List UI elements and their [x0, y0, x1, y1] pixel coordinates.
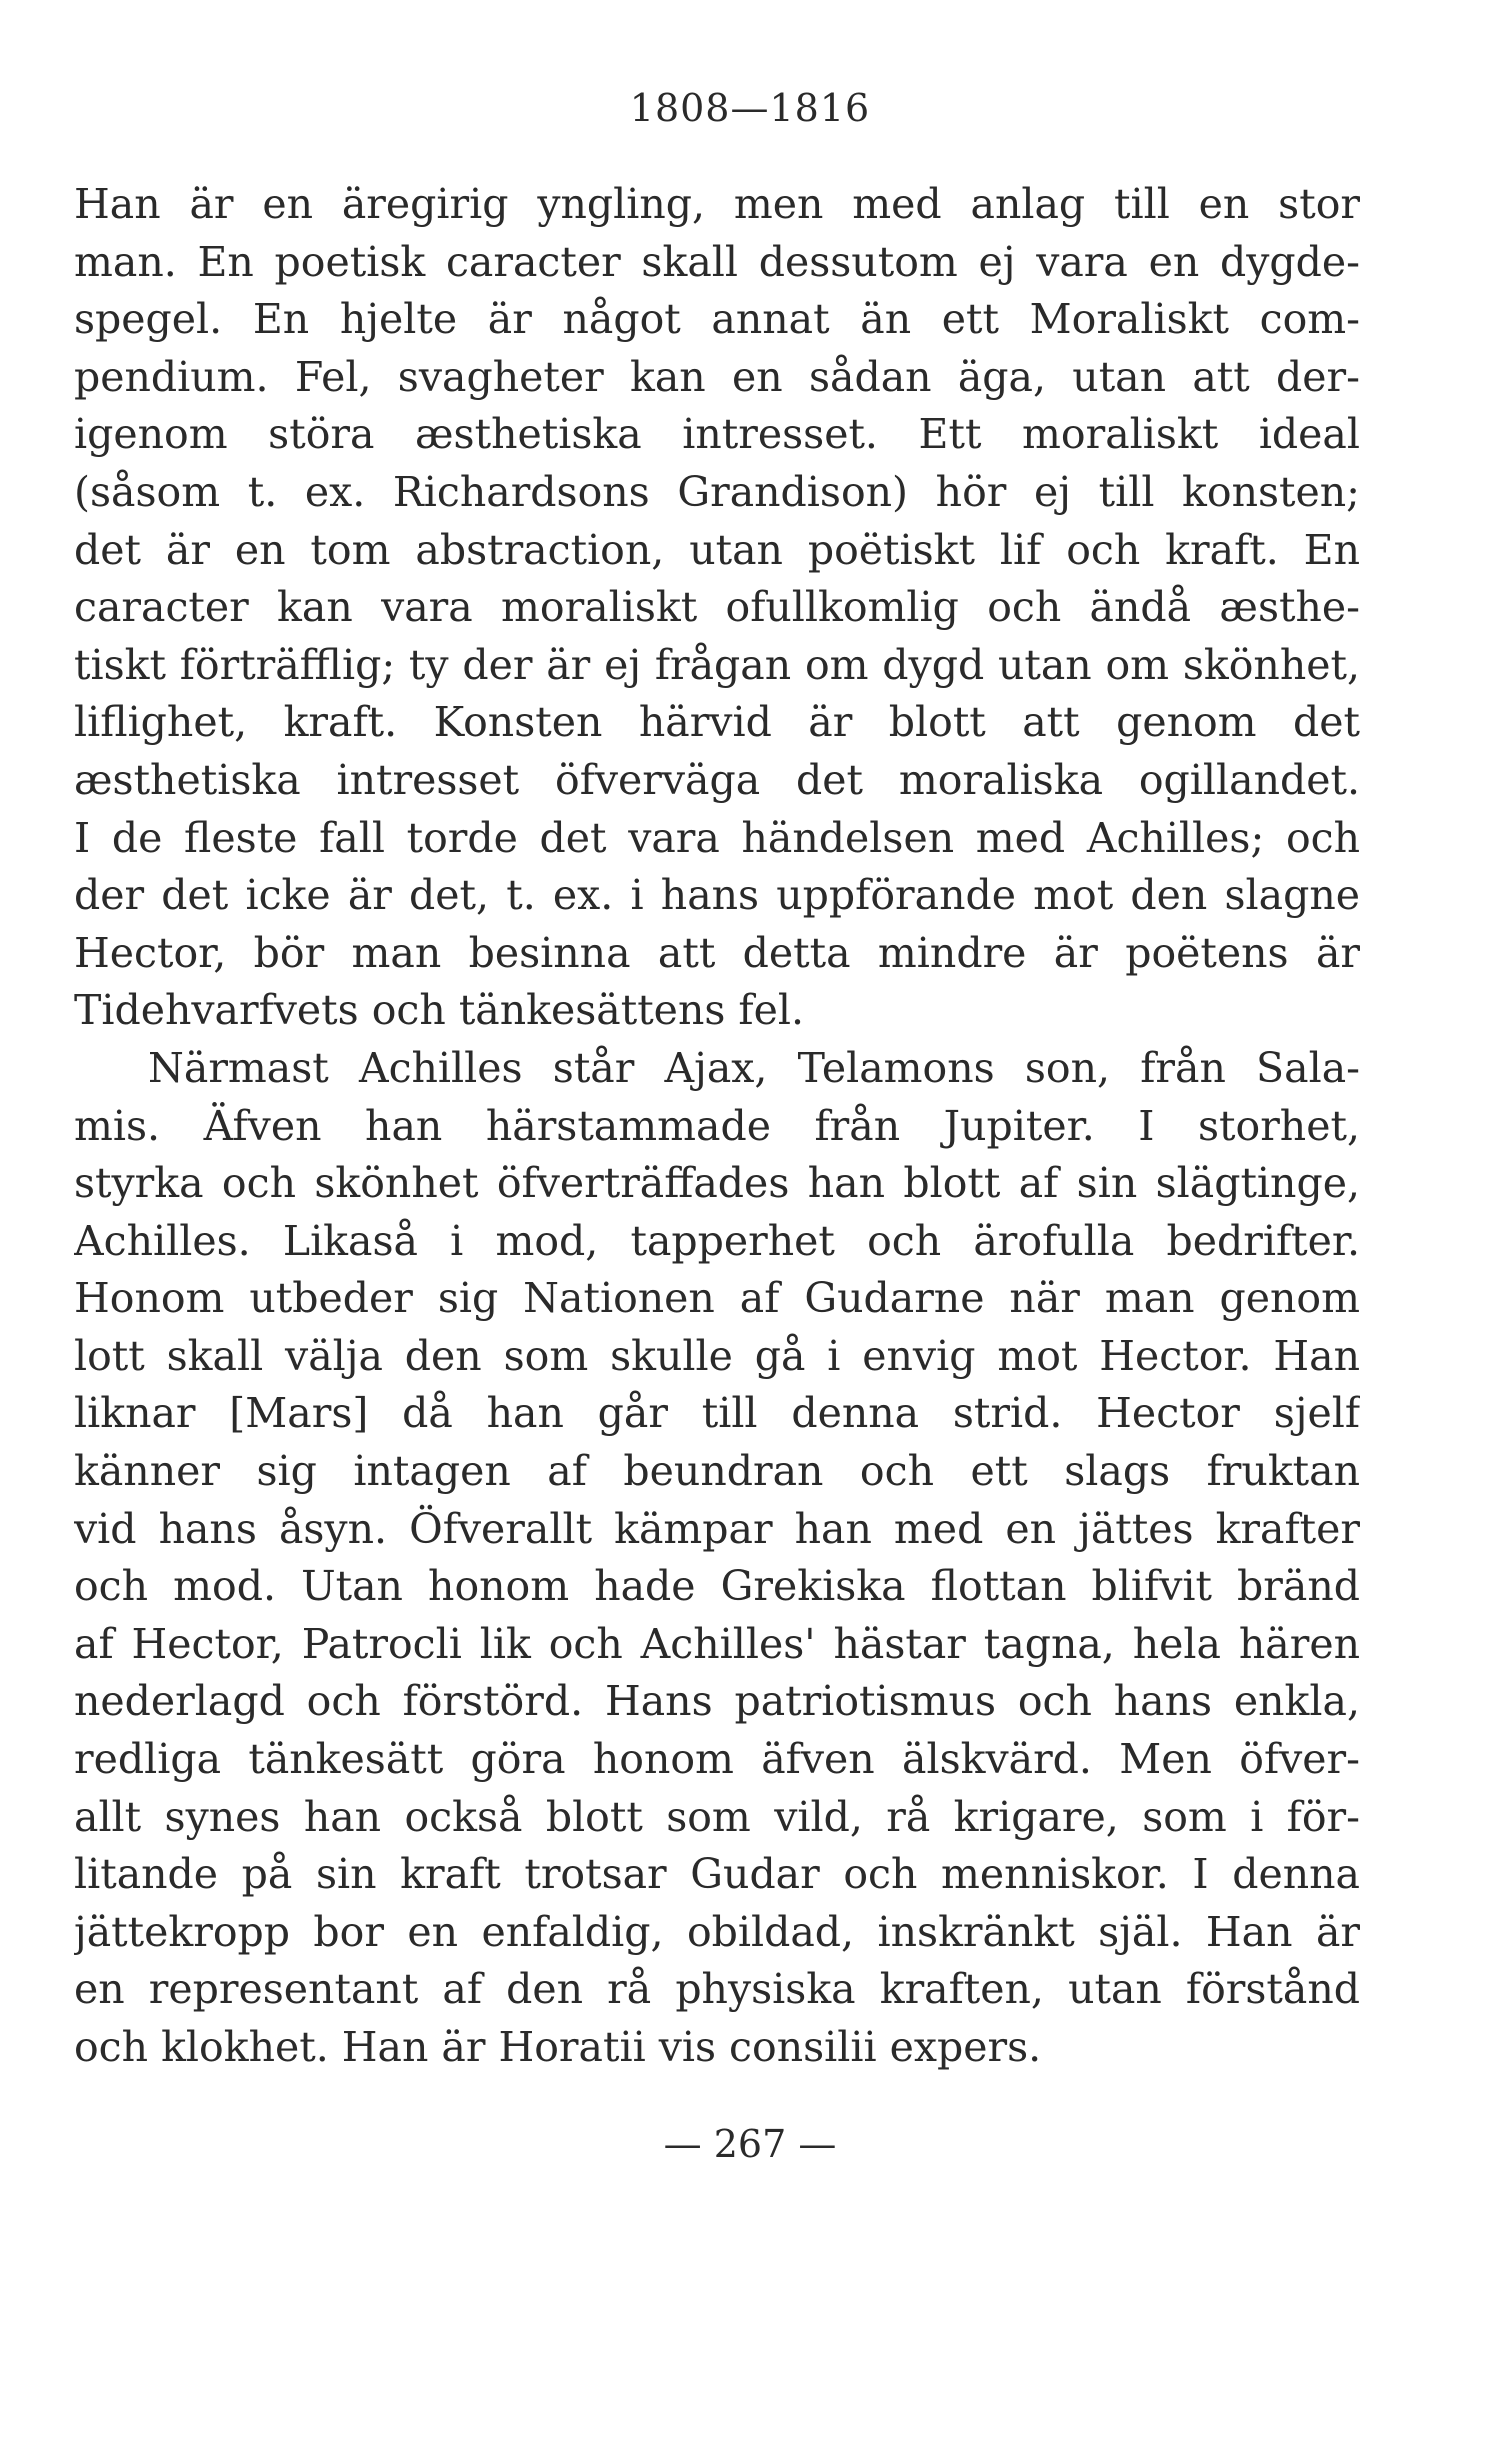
- text-line: man. En poetisk caracter skall dessutom ej vara en dygde-: [74, 237, 1360, 286]
- text-line: redliga tänkesätt göra honom äfven älskvärd. Men öfver-: [74, 1735, 1360, 1784]
- text-line: af Hector, Patrocli lik och Achilles' hästar tagna, hela hären: [74, 1619, 1360, 1668]
- paragraph: [74, 176, 1360, 1040]
- text-line: och mod. Utan honom hade Grekiska flottan blifvit bränd: [74, 1562, 1360, 1611]
- text-line: liknar [Mars] då han går till denna strid. Hector sjelf: [74, 1389, 1360, 1438]
- running-head: 1808—1816: [629, 86, 871, 130]
- text-line: det är en tom abstraction, utan poëtiskt lif och kraft. En: [74, 525, 1360, 574]
- text-line: der det icke är det, t. ex. i hans uppförande mot den slagne: [74, 871, 1360, 920]
- text-line: Närmast Achilles står Ajax, Telamons son, från Sala-: [148, 1043, 1360, 1092]
- text-line: nederlagd och förstörd. Hans patriotismus och hans enkla,: [74, 1677, 1360, 1726]
- text-line: igenom störa æsthetiska intresset. Ett moraliskt ideal: [74, 410, 1360, 459]
- text-line: Honom utbeder sig Nationen af Gudarne när man genom: [74, 1274, 1360, 1323]
- text-line: tiskt förträfflig; ty der är ej frågan om dygd utan om skönhet,: [74, 640, 1360, 689]
- paragraph: [74, 1040, 1360, 2077]
- text-line: jättekropp bor en enfaldig, obildad, inskränkt själ. Han är: [74, 1907, 1360, 1956]
- text-line: Achilles. Likaså i mod, tapperhet och ärofulla bedrifter.: [74, 1216, 1360, 1265]
- text-line: I de fleste fall torde det vara händelsen med Achilles; och: [74, 813, 1360, 862]
- text-line: Han är en äregirig yngling, men med anlag till en stor: [74, 180, 1360, 228]
- text-line: Hector, bör man besinna att detta mindre är poëtens är: [74, 928, 1360, 977]
- text-line: känner sig intagen af beundran och ett slags fruktan: [74, 1447, 1360, 1496]
- text-line: litande på sin kraft trotsar Gudar och menniskor. I denna: [74, 1850, 1360, 1899]
- body-text: [74, 176, 1360, 2077]
- page-number: — 267 —: [663, 2122, 837, 2166]
- text-line: och klokhet. Han är Horatii vis consilii expers.: [74, 2023, 1042, 2071]
- text-line: pendium. Fel, svagheter kan en sådan äga, utan att der-: [74, 352, 1360, 401]
- text-line: spegel. En hjelte är något annat än ett Moraliskt com-: [74, 295, 1360, 344]
- text-line: Tidehvarfvets och tänkesättens fel.: [74, 986, 805, 1035]
- text-line: styrka och skönhet öfverträffades han blott af sin slägtinge,: [74, 1159, 1360, 1208]
- text-line: lott skall välja den som skulle gå i envig mot Hector. Han: [74, 1331, 1360, 1380]
- text-line: (såsom t. ex. Richardsons Grandison) hör ej till konsten;: [74, 467, 1360, 516]
- text-line: allt synes han också blott som vild, rå krigare, som i för-: [74, 1792, 1360, 1841]
- text-line: mis. Äfven han härstammade från Jupiter. I storhet,: [74, 1101, 1360, 1150]
- text-line: caracter kan vara moraliskt ofullkomlig och ändå æsthe-: [74, 583, 1360, 632]
- text-line: vid hans åsyn. Öfverallt kämpar han med en jättes krafter: [74, 1504, 1360, 1553]
- text-line: æsthetiska intresset öfverväga det moraliska ogillandet.: [74, 755, 1360, 804]
- text-line: liflighet, kraft. Konsten härvid är blott att genom det: [74, 698, 1360, 747]
- text-line: en representant af den rå physiska kraften, utan förstånd: [74, 1965, 1360, 2014]
